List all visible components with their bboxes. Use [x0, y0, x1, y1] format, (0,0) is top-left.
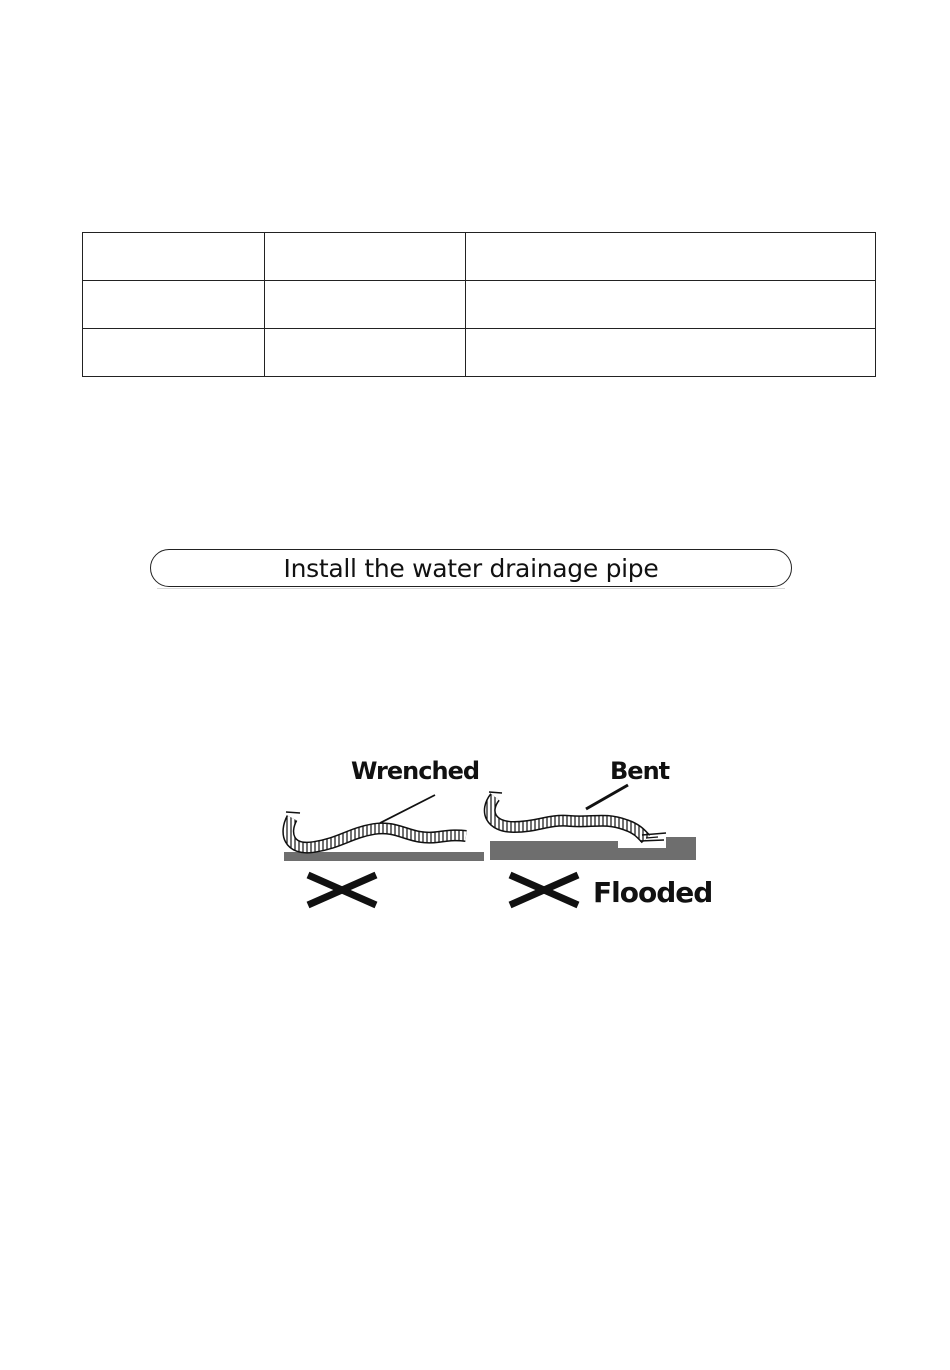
table-row — [83, 233, 876, 281]
table-cell — [83, 281, 265, 329]
drain-hose-icon — [489, 792, 646, 839]
leader-line-bent — [586, 785, 628, 809]
leader-line-wrenched — [380, 795, 435, 823]
table-cell — [265, 233, 466, 281]
table-cell — [265, 281, 466, 329]
table-cell — [466, 233, 876, 281]
table-row — [83, 329, 876, 377]
table-cell — [466, 329, 876, 377]
table-cell — [83, 233, 265, 281]
floor-right — [490, 837, 696, 860]
table-cell — [466, 281, 876, 329]
table-cell — [265, 329, 466, 377]
cross-mark-icon — [510, 875, 578, 905]
floor-left — [284, 852, 484, 861]
label-bent: Bent — [610, 757, 670, 785]
spec-table — [82, 232, 876, 377]
table-cell — [83, 329, 265, 377]
section-title-banner: Install the water drainage pipe — [150, 549, 792, 587]
label-flooded: Flooded — [593, 876, 713, 909]
table-row — [83, 281, 876, 329]
label-wrenched: Wrenched — [351, 757, 480, 785]
drain-hose-icon — [286, 812, 466, 848]
cross-mark-icon — [308, 875, 376, 905]
drainage-pipe-figure — [270, 745, 720, 920]
